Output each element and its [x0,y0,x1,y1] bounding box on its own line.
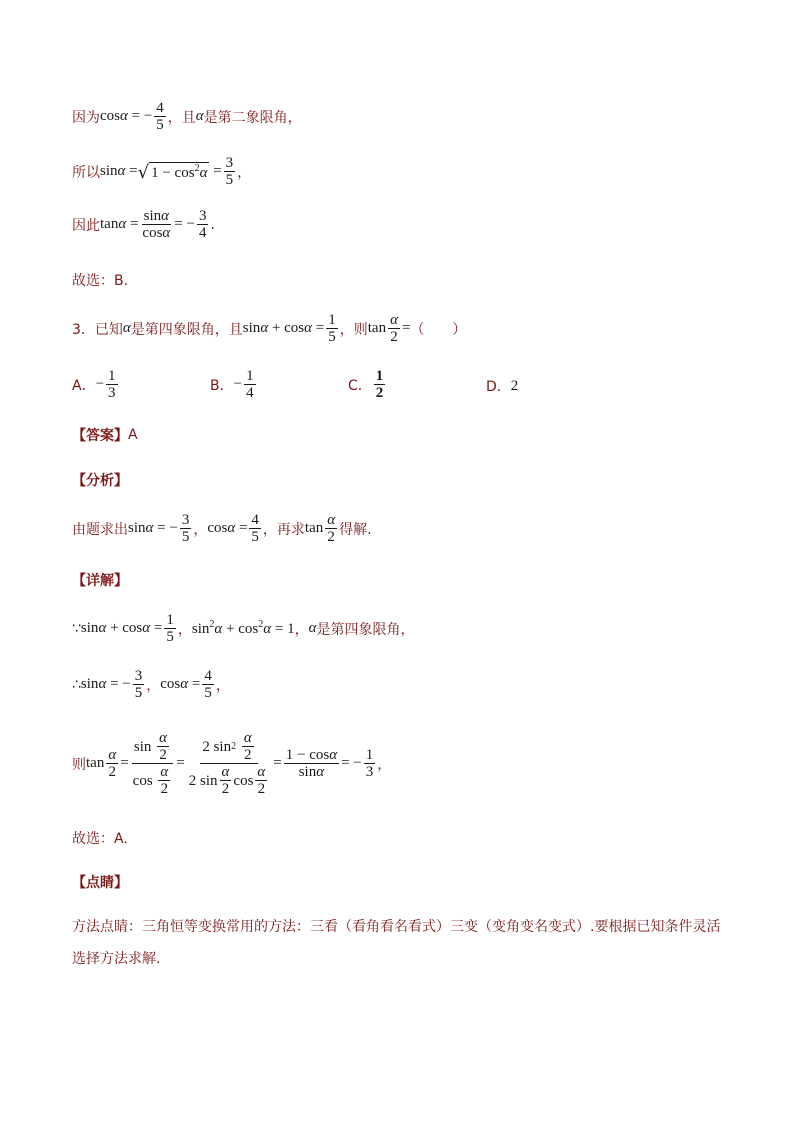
math-alpha: α [195,108,204,124]
fraction-alpha-2: α 2 [327,512,336,545]
choice-label: C． [348,377,372,394]
comment-line-1 [72,916,720,936]
choice-b[interactable] [210,368,258,401]
math-sin-alpha: sinα = − [128,520,178,536]
equals: = [273,755,282,771]
equals: = [120,755,129,771]
equals: = [176,755,185,771]
math-tan: tan [367,320,387,336]
analysis-tag-line [72,470,128,490]
answer-value: A [128,427,138,443]
math-sin-alpha: sinα = [100,163,138,179]
text: 因为 [72,109,100,126]
fraction-1-minus-cos-over-sin: 1 − cos α sin α [285,747,338,780]
solution-line-3 [72,208,215,241]
text: 所以 [72,164,100,181]
choice-value: 2 [510,377,519,394]
choice-fraction: $\frac{1}{4}$ [246,368,254,401]
math-alpha: α [308,620,317,636]
solution-line-4 [72,270,128,290]
math-sin-plus-cos: sinα + cosα = [80,620,163,636]
comment-tag: 【点睛】 [72,875,128,891]
question-3 [72,312,466,345]
text: ，则 [339,321,368,338]
answer-line [72,425,138,445]
fraction-alpha-2: $\frac{\alpha}{2}$ [108,747,117,780]
detail-tag: 【详解】 [72,573,128,589]
because-symbol: ∵ [72,620,81,637]
math-sin-plus-cos: sinα + cosα = [242,320,325,336]
choice-fraction: 1 2 [375,368,384,401]
text: 得解. [339,521,372,538]
fraction-4-5: $\frac{4}{5}$ [251,512,259,545]
math-tan: tan [86,755,105,771]
text: ， [193,521,208,538]
detail-line-1 [72,612,414,645]
math-sin-alpha: sinα = − [80,676,131,692]
comment-line-2 [72,948,160,968]
equals: = − [174,216,195,232]
text: 是第四象限角， [316,621,415,638]
text: ，再求 [262,521,305,538]
fraction-1-5: $\frac{1}{5}$ [328,312,336,345]
equals: = [401,320,411,336]
text: ， [377,756,392,773]
solution-line-1 [72,100,302,133]
choice-d[interactable] [486,376,518,396]
equals: = − [341,755,362,771]
text: 选择方法求解. [72,951,161,967]
text: 方法点睛：三角恒等变换常用的方法：三看（看角看名看式）三变（变角变名变式）.要根据已知条件灵活 [72,919,721,935]
solution-line-2 [72,155,251,188]
text: ，且 [167,109,196,126]
choice-fraction: $\frac{1}{3}$ [108,368,116,401]
analysis-line [72,512,372,545]
choice-c[interactable] [348,368,387,401]
text: 是第四象限角，且 [130,321,243,338]
fraction-sin-half-over-cos-half: sin α 2 cos α 2 [131,730,175,797]
detail-tag-line [72,570,128,590]
choice-label: A． [72,377,96,394]
fraction-4-5: $\frac{4}{5}$ [156,100,164,133]
text: ， [237,164,252,181]
math-cos-alpha: cosα = [160,676,201,692]
choice-a[interactable] [72,368,120,401]
choice-sign: − [95,376,105,392]
choice-label: D． [486,379,511,395]
equals: = [209,163,222,179]
text: （ ） [410,321,467,338]
therefore-symbol: ∴ [72,676,81,693]
text: 故选：B. [72,273,129,289]
choice-sign: − [233,376,243,392]
text: ， [177,621,192,638]
text: 故选：A. [72,831,128,847]
answer-tag: 【答案】 [72,428,128,444]
choice-label: B． [210,377,234,394]
text: ， [146,677,161,694]
fraction-sin-cos: sin α cos α [142,208,171,241]
text: 由题求出 [72,521,128,538]
fraction-4-5: $\frac{4}{5}$ [204,668,212,701]
math-cos-alpha: cosα = [207,520,248,536]
detail-line-3 [72,730,391,797]
text: ， [294,621,309,638]
fraction-3-4: $\frac{3}{4}$ [198,208,207,241]
math-cos-alpha: cosα = − [100,108,153,124]
comment-tag-line [72,872,128,892]
fraction-1-3: $\frac{1}{3}$ [365,747,374,780]
text: . [210,216,215,233]
math-identity: $\sin^2\alpha + \cos^2\alpha = 1$ [191,619,295,637]
fraction-3-5: $\frac{3}{5}$ [181,512,190,545]
detail-line-2 [72,668,230,701]
text: 因此 [72,217,100,234]
math-alpha: α [122,320,131,336]
detail-line-4 [72,828,128,848]
math-tan-alpha: tanα = [100,216,139,232]
sqrt-expression: √ $1 - \cos^2\alpha$ [137,161,208,183]
fraction-3-5: $\frac{3}{5}$ [134,668,143,701]
fraction-alpha-2: $\frac{\alpha}{2}$ [390,312,398,345]
analysis-tag: 【分析】 [72,473,128,489]
fraction-double-angle: 2 sin 2 α 2 2 sin α 2 cos α 2 [188,730,266,797]
text: 则 [72,756,86,773]
math-tan: tan [304,520,324,536]
fraction-3-5: $\frac{3}{5}$ [225,155,234,188]
text: ， [215,677,230,694]
fraction-1-5: $\frac{1}{5}$ [166,612,174,645]
text: 是第二象限角， [203,109,302,126]
question-number: 3．已知 [72,321,123,338]
